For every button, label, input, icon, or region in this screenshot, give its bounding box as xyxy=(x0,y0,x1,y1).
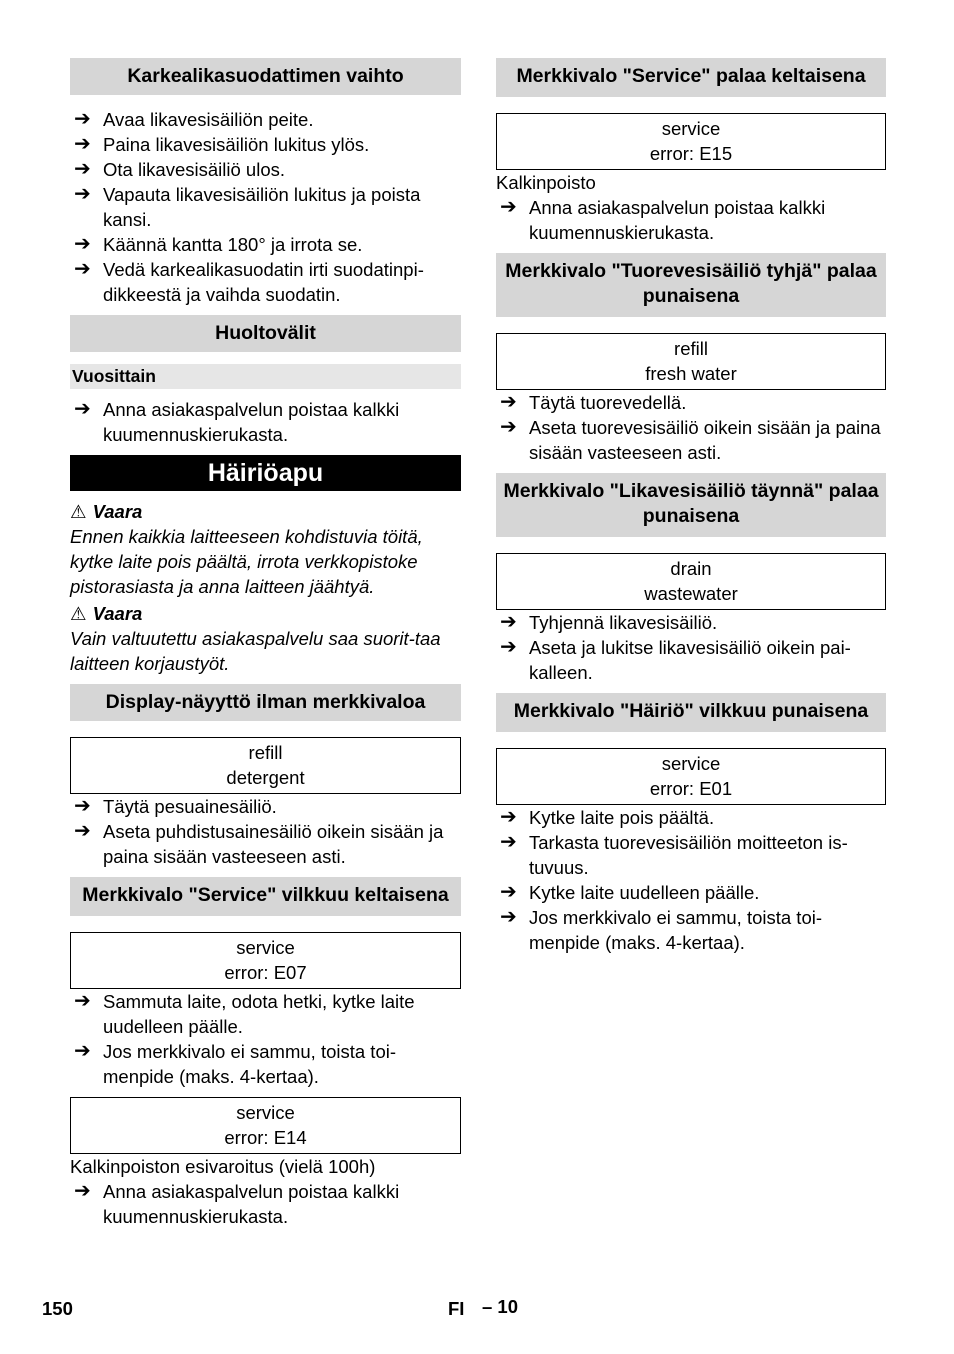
step-text: Täytä pesuainesäiliö. xyxy=(103,796,277,817)
list-item xyxy=(70,989,461,1039)
arrow-right-icon: ➔ xyxy=(500,636,517,658)
display-line: refill xyxy=(674,338,708,359)
step-list xyxy=(70,1179,461,1229)
list-item xyxy=(496,830,886,880)
section-title-service-blinking: Merkkivalo "Service" vilkkuu keltaisena xyxy=(70,877,461,916)
error-description: Kalkinpoiston esivaroitus (vielä 100h) xyxy=(70,1156,376,1177)
list-item xyxy=(70,107,461,132)
arrow-right-icon: ➔ xyxy=(74,1180,91,1202)
display-message-box xyxy=(70,737,461,794)
step-text: Avaa likavesisäiliön peite. xyxy=(103,109,314,130)
warning-triangle-icon: ⚠ xyxy=(70,603,87,624)
list-item xyxy=(496,805,886,830)
step-text: Sammuta laite, odota hetki, kytke laite uudelleen päälle. xyxy=(103,991,415,1037)
section-page-number: – 10 xyxy=(482,1296,519,1317)
step-text: Ota likavesisäiliö ulos. xyxy=(103,159,285,180)
step-list xyxy=(70,794,461,869)
section-title-coarse-filter: Karkealikasuodattimen vaihto xyxy=(70,58,461,95)
step-text: Aseta ja lukitse likavesisäiliö oikein pai-kalleen. xyxy=(529,637,851,683)
list-item xyxy=(70,397,461,447)
warning-label: Vaara xyxy=(92,603,143,624)
display-message-box xyxy=(496,333,886,390)
list-item xyxy=(70,157,461,182)
step-text: Vedä karkealikasuodatin irti suodatinpi-dikkeestä ja vaihda suodatin. xyxy=(103,259,424,305)
section-title-fresh-water-empty: Merkkivalo "Tuorevesisäiliö tyhjä" palaa punaisena xyxy=(496,253,886,317)
arrow-right-icon: ➔ xyxy=(74,795,91,817)
display-message-box xyxy=(70,932,461,989)
list-item xyxy=(496,905,886,955)
section-title-fault-blinking: Merkkivalo "Häiriö" vilkkuu punaisena xyxy=(496,693,886,732)
list-item xyxy=(70,1039,461,1089)
display-line: detergent xyxy=(226,767,305,788)
display-message-box xyxy=(496,553,886,610)
step-text: Täytä tuorevedellä. xyxy=(529,392,687,413)
list-item xyxy=(70,132,461,157)
step-text: Aseta tuorevesisäiliö oikein sisään ja paina sisään vasteeseen asti. xyxy=(529,417,881,463)
warning-heading xyxy=(70,499,461,524)
section-title-maintenance: Huoltovälit xyxy=(70,315,461,352)
display-line: refill xyxy=(248,742,283,763)
list-item xyxy=(70,182,461,232)
list-item xyxy=(70,1179,461,1229)
step-text: Kytke laite pois päältä. xyxy=(529,807,715,828)
subsection-title-yearly: Vuosittain xyxy=(70,364,461,389)
page-number: 150 xyxy=(42,1298,73,1319)
display-line: drain xyxy=(670,558,712,579)
section-title-display-no-light: Display-näyyttö ilman merkkivaloa xyxy=(70,684,461,721)
display-line: error: E14 xyxy=(224,1127,307,1148)
arrow-right-icon: ➔ xyxy=(74,158,91,180)
display-line: error: E15 xyxy=(649,143,733,164)
arrow-right-icon: ➔ xyxy=(500,391,517,413)
step-list xyxy=(496,390,886,465)
step-text: Tarkasta tuorevesisäiliön moitteeton is-tuvuus. xyxy=(529,832,848,878)
arrow-right-icon: ➔ xyxy=(500,831,517,853)
arrow-right-icon: ➔ xyxy=(500,611,517,633)
display-line: error: E01 xyxy=(649,778,733,799)
display-line: service xyxy=(661,753,721,774)
right-column xyxy=(496,58,886,963)
display-message-box xyxy=(70,1097,461,1154)
step-text: Aseta puhdistusainesäiliö oikein sisään ja paina sisään vasteeseen asti. xyxy=(103,821,444,867)
step-text: Vapauta likavesisäiliön lukitus ja poista kansi. xyxy=(103,184,421,230)
step-text: Anna asiakaspalvelun poistaa kalkki kuumennuskierukasta. xyxy=(103,1181,400,1227)
language-code: FI xyxy=(448,1298,465,1319)
step-list xyxy=(70,397,461,447)
step-text: Anna asiakaspalvelun poistaa kalkki kuumennuskierukasta. xyxy=(103,399,400,445)
step-text: Tyhjennä likavesisäiliö. xyxy=(529,612,718,633)
display-message-box xyxy=(496,748,886,805)
list-item xyxy=(70,819,461,869)
section-title-service-lit: Merkkivalo "Service" palaa keltaisena xyxy=(496,58,886,97)
warning-label: Vaara xyxy=(92,501,143,522)
left-column xyxy=(70,58,461,1237)
step-list xyxy=(70,989,461,1089)
display-line: error: E07 xyxy=(224,962,307,983)
display-line: service xyxy=(661,118,721,139)
list-item xyxy=(70,232,461,257)
warning-triangle-icon: ⚠ xyxy=(70,501,87,522)
arrow-right-icon: ➔ xyxy=(74,1040,91,1062)
step-list xyxy=(496,610,886,685)
list-item xyxy=(496,415,886,465)
list-item xyxy=(496,880,886,905)
arrow-right-icon: ➔ xyxy=(74,820,91,842)
arrow-right-icon: ➔ xyxy=(74,258,91,280)
arrow-right-icon: ➔ xyxy=(500,906,517,928)
main-title: Häiriöapu xyxy=(70,455,461,491)
step-text: Jos merkkivalo ei sammu, toista toi-menpide (maks. 4-kertaa). xyxy=(529,907,823,953)
display-message-box xyxy=(496,113,886,170)
step-list xyxy=(70,107,461,307)
display-line: service xyxy=(236,937,295,958)
display-line: fresh water xyxy=(645,363,737,384)
list-item xyxy=(496,195,886,245)
arrow-right-icon: ➔ xyxy=(74,108,91,130)
list-item xyxy=(496,635,886,685)
list-item xyxy=(70,257,461,307)
list-item xyxy=(496,610,886,635)
list-item xyxy=(496,390,886,415)
display-line: wastewater xyxy=(644,583,738,604)
warning-text: Ennen kaikkia laitteeseen kohdistuvia töitä, kytke laite pois päältä, irrota verkkopistoke pistorasiasta ja anna laitteen jäähtyä. xyxy=(70,526,423,597)
arrow-right-icon: ➔ xyxy=(500,806,517,828)
section-title-waste-water-full: Merkkivalo "Likavesisäiliö täynnä" palaa punaisena xyxy=(496,473,886,537)
arrow-right-icon: ➔ xyxy=(500,196,517,218)
step-list xyxy=(496,195,886,245)
error-description: Kalkinpoisto xyxy=(496,172,596,193)
warning-heading xyxy=(70,601,461,626)
arrow-right-icon: ➔ xyxy=(500,881,517,903)
arrow-right-icon: ➔ xyxy=(74,133,91,155)
arrow-right-icon: ➔ xyxy=(74,398,91,420)
display-line: service xyxy=(236,1102,295,1123)
list-item xyxy=(70,794,461,819)
arrow-right-icon: ➔ xyxy=(74,990,91,1012)
arrow-right-icon: ➔ xyxy=(74,183,91,205)
arrow-right-icon: ➔ xyxy=(74,233,91,255)
arrow-right-icon: ➔ xyxy=(500,416,517,438)
step-text: Käännä kantta 180° ja irrota se. xyxy=(103,234,363,255)
step-text: Jos merkkivalo ei sammu, toista toi-menpide (maks. 4-kertaa). xyxy=(103,1041,397,1087)
step-text: Anna asiakaspalvelun poistaa kalkki kuumennuskierukasta. xyxy=(529,197,826,243)
step-list xyxy=(496,805,886,955)
step-text: Kytke laite uudelleen päälle. xyxy=(529,882,760,903)
step-text: Paina likavesisäiliön lukitus ylös. xyxy=(103,134,370,155)
warning-text: Vain valtuutettu asiakaspalvelu saa suorit-taa laitteen korjaustyöt. xyxy=(70,628,441,674)
